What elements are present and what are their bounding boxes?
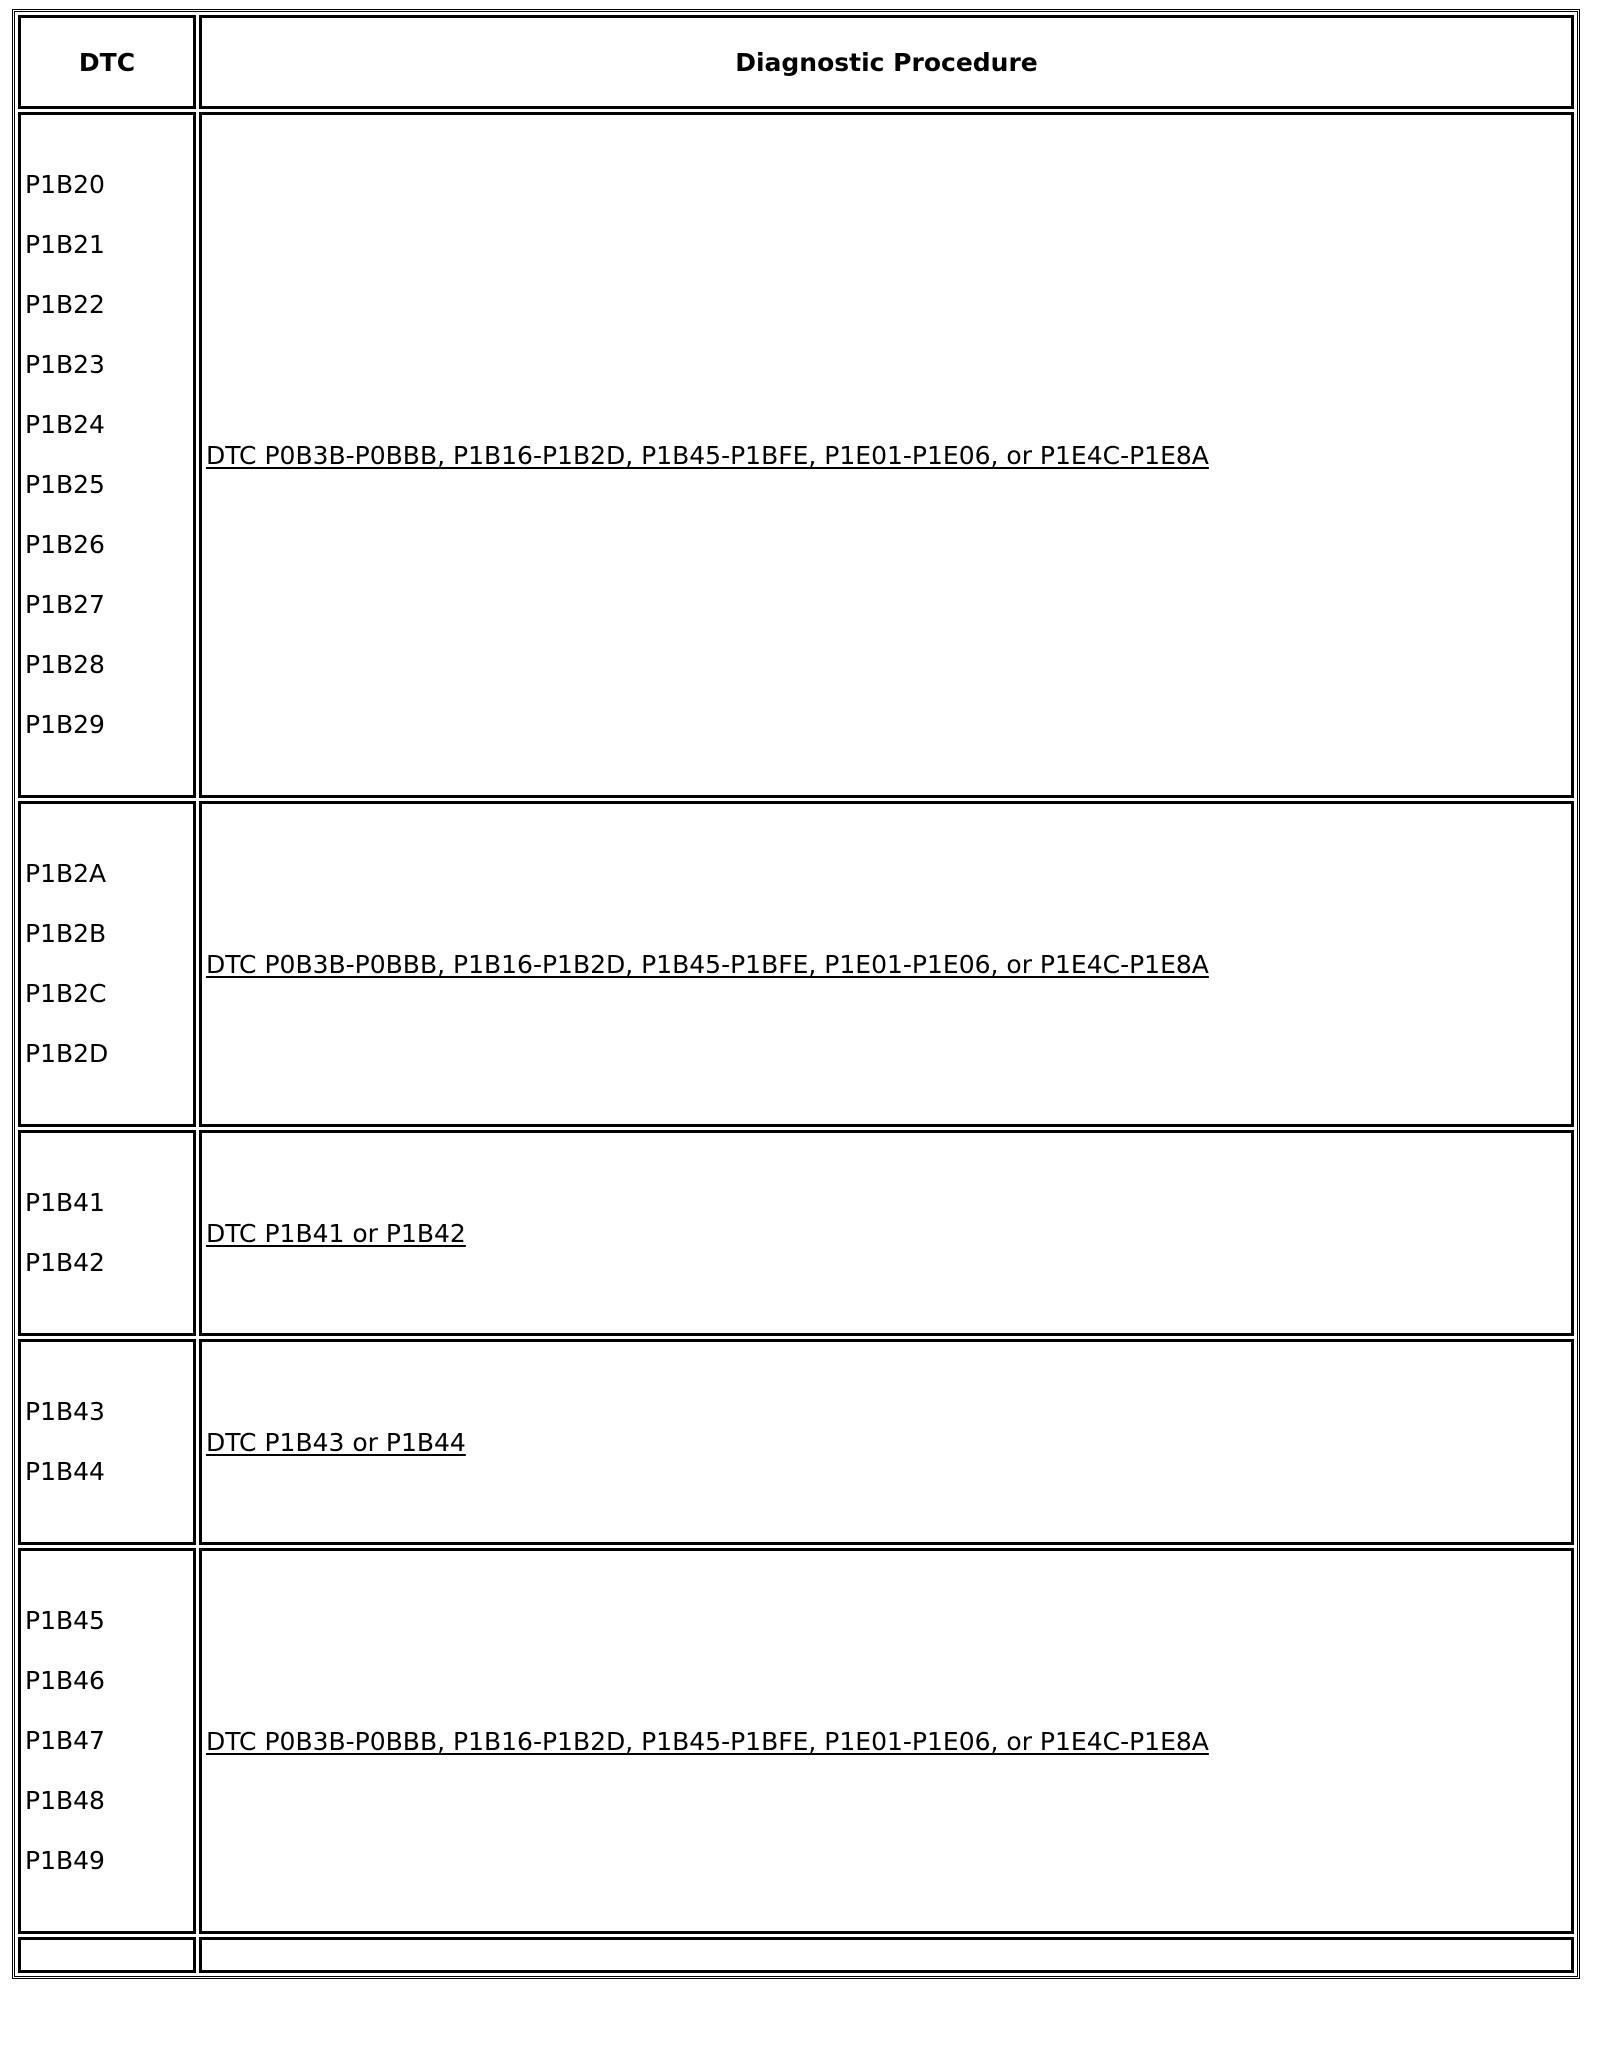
dtc-code: P1B41 [25, 1188, 105, 1217]
table-row [18, 1548, 1574, 1934]
dtc-code-list [25, 1382, 189, 1502]
dtc-code: P1B25 [25, 470, 105, 499]
table-row [18, 112, 1574, 798]
dtc-code: P1B45 [25, 1606, 105, 1635]
dtc-code: P1B24 [25, 410, 105, 439]
dtc-code: P1B21 [25, 230, 105, 259]
table-body [18, 112, 1574, 1973]
dtc-code: P1B2A [25, 859, 107, 888]
procedure-cell [199, 112, 1574, 798]
procedure-link[interactable]: DTC P0B3B-P0BBB, P1B16-P1B2D, P1B45-P1BFE, P1E01-P1E06, or P1E4C-P1E8A [206, 1726, 1209, 1756]
procedure-link[interactable]: DTC P1B43 or P1B44 [206, 1427, 466, 1457]
dtc-codes-cell [18, 1339, 196, 1545]
dtc-code: P1B23 [25, 350, 105, 379]
procedure-link[interactable]: DTC P1B41 or P1B42 [206, 1218, 466, 1248]
dtc-codes-cell [18, 1130, 196, 1336]
dtc-code-list [25, 844, 189, 1084]
dtc-table-container [12, 9, 1580, 1979]
dtc-codes-cell [18, 1937, 196, 1973]
table-row [18, 801, 1574, 1127]
procedure-link[interactable]: DTC P0B3B-P0BBB, P1B16-P1B2D, P1B45-P1BFE, P1E01-P1E06, or P1E4C-P1E8A [206, 440, 1209, 470]
dtc-code: P1B42 [25, 1248, 105, 1277]
table-header-row [18, 15, 1574, 109]
dtc-code: P1B20 [25, 170, 105, 199]
procedure-cell [199, 801, 1574, 1127]
dtc-code: P1B2C [25, 979, 107, 1008]
dtc-code: P1B27 [25, 590, 105, 619]
dtc-table [12, 9, 1580, 1979]
table-row [18, 1937, 1574, 1973]
procedure-column-header: Diagnostic Procedure [199, 15, 1574, 109]
dtc-codes-cell [18, 112, 196, 798]
dtc-code: P1B22 [25, 290, 105, 319]
dtc-code: P1B48 [25, 1786, 105, 1815]
dtc-codes-cell [18, 1548, 196, 1934]
dtc-code-list [25, 1591, 189, 1891]
dtc-code: P1B46 [25, 1666, 105, 1695]
dtc-code-list [25, 155, 189, 755]
procedure-cell [199, 1339, 1574, 1545]
table-row [18, 1339, 1574, 1545]
procedure-cell [199, 1130, 1574, 1336]
procedure-link[interactable]: DTC P0B3B-P0BBB, P1B16-P1B2D, P1B45-P1BFE, P1E01-P1E06, or P1E4C-P1E8A [206, 949, 1209, 979]
dtc-code: P1B47 [25, 1726, 105, 1755]
dtc-code: P1B26 [25, 530, 105, 559]
dtc-code-list [25, 1173, 189, 1293]
procedure-cell [199, 1548, 1574, 1934]
dtc-code: P1B2D [25, 1039, 109, 1068]
dtc-codes-cell [18, 801, 196, 1127]
dtc-code: P1B2B [25, 919, 107, 948]
dtc-code: P1B29 [25, 710, 105, 739]
dtc-code: P1B43 [25, 1397, 105, 1426]
dtc-code: P1B28 [25, 650, 105, 679]
procedure-cell [199, 1937, 1574, 1973]
dtc-code: P1B49 [25, 1846, 105, 1875]
dtc-code: P1B44 [25, 1457, 105, 1486]
table-row [18, 1130, 1574, 1336]
dtc-column-header: DTC [18, 15, 196, 109]
